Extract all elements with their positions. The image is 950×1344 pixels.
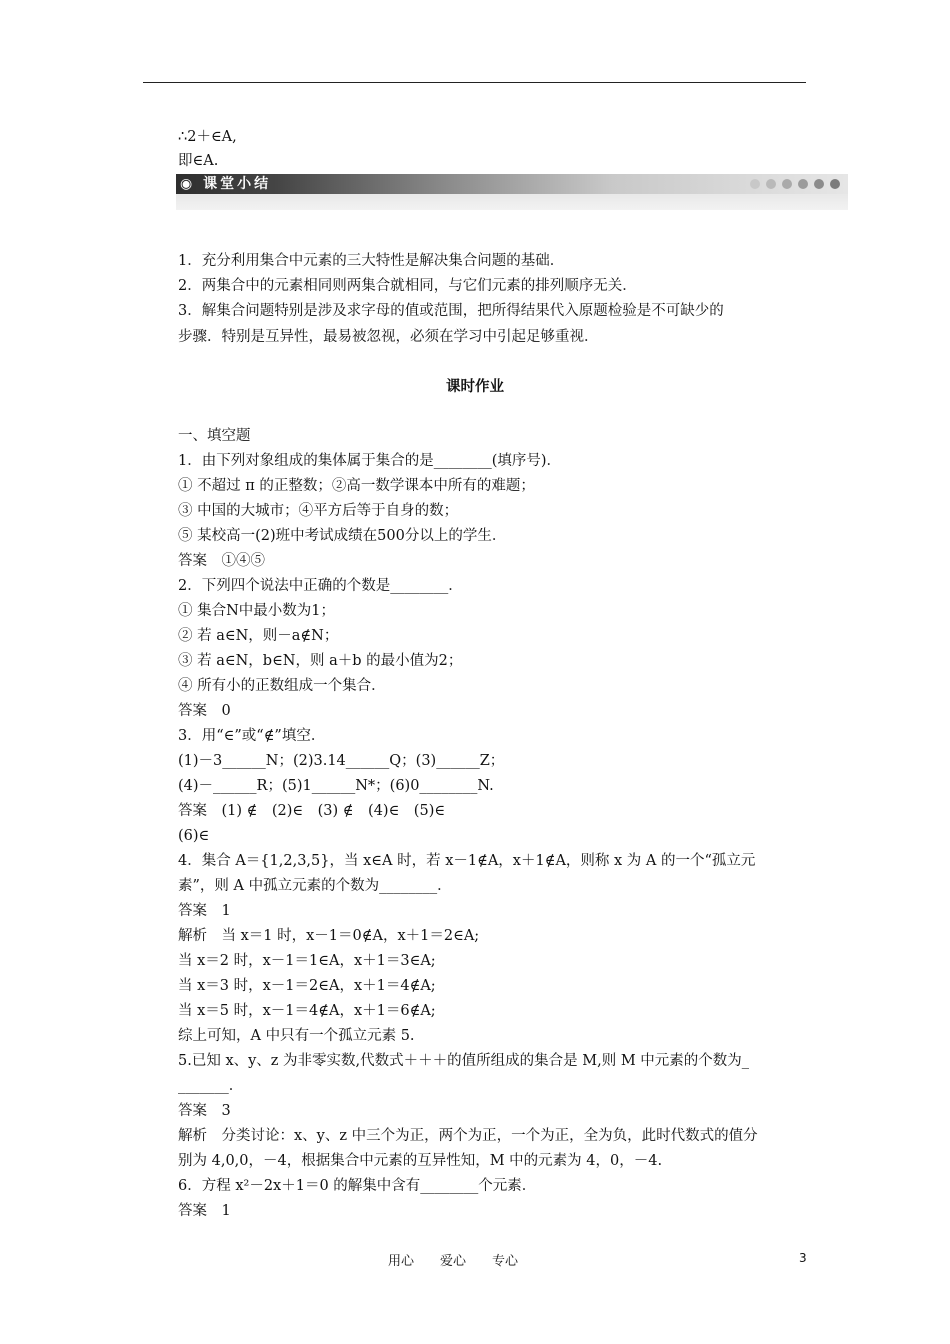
homework-line: 5.已知 x、y、z 为非零实数,代数式＋＋＋的值所组成的集合是 M,则 M 中元素的个数为_ — [178, 1053, 750, 1069]
homework-line: 答案 0 — [178, 703, 231, 719]
banner-strip — [176, 174, 848, 194]
homework-line: 当 x＝3 时，x－1＝2∈A，x＋1＝4∉A; — [178, 978, 436, 994]
summary-line: 步骤．特别是互异性，最易被忽视，必须在学习中引起足够重视． — [178, 329, 599, 345]
homework-line: 解析 当 x＝1 时，x－1＝0∉A，x＋1＝2∈A; — [178, 928, 480, 944]
summary-line: 2．两集合中的元素相同则两集合就相同，与它们元素的排列顺序无关． — [178, 278, 637, 294]
decor-dot-icon — [814, 179, 824, 189]
decor-dot-icon — [830, 179, 840, 189]
summary-line: 1．充分利用集合中元素的三大特性是解决集合问题的基础． — [178, 253, 565, 269]
decor-dot-icon — [750, 179, 760, 189]
homework-line: 1．由下列对象组成的集体属于集合的是________(填序号)． — [178, 453, 562, 469]
homework-line: ① 不超过 π 的正整数；②高一数学课本中所有的难题； — [178, 478, 535, 494]
homework-line: 4．集合 A＝{1,2,3,5}，当 x∈A 时，若 x－1∉A，x＋1∉A，则称 x 为 A 的一个“孤立元 — [178, 853, 756, 869]
text-line: 即∈A. — [178, 153, 219, 169]
footer-motto: 用心 爱心 专心 — [388, 1254, 519, 1269]
page-number: 3 — [799, 1251, 807, 1265]
homework-title: 课时作业 — [446, 379, 504, 395]
homework-line: (4)－______R；(5)1______N*；(6)0________N. — [178, 778, 494, 794]
text-line: ∴2＋∈A, — [178, 129, 237, 145]
decor-dot-icon — [798, 179, 808, 189]
homework-line: 答案 ①④⑤ — [178, 553, 265, 569]
homework-line: 答案 3 — [178, 1103, 231, 1119]
homework-line: 6．方程 x²－2x＋1＝0 的解集中含有________个元素． — [178, 1178, 537, 1194]
homework-line: 别为 4,0,0，－4，根据集合中元素的互异性知，M 中的元素为 4，0，－4. — [178, 1153, 663, 1169]
homework-line: ② 若 a∈N，则－a∉N； — [178, 628, 339, 644]
decor-dot-icon — [782, 179, 792, 189]
homework-line: ③ 若 a∈N，b∈N，则 a＋b 的最小值为2； — [178, 653, 463, 669]
homework-line: 素”，则 A 中孤立元素的个数为________． — [178, 878, 452, 894]
homework-line: 答案 1 — [178, 903, 231, 919]
homework-line: ③ 中国的大城市；④平方后等于自身的数； — [178, 503, 459, 519]
homework-line: 3．用“∈”或“∉”填空． — [178, 728, 326, 744]
homework-line: 当 x＝2 时，x－1＝1∈A，x＋1＝3∈A; — [178, 953, 436, 969]
summary-line: 3．解集合问题特别是涉及求字母的值或范围，把所得结果代入原题检验是不可缺少的 — [178, 303, 724, 319]
homework-line: 综上可知，A 中只有一个孤立元素 5. — [178, 1028, 415, 1044]
homework-line: ④ 所有小的正数组成一个集合． — [178, 678, 386, 694]
decor-dot-icon — [766, 179, 776, 189]
section-banner — [176, 174, 848, 210]
banner-dots — [750, 179, 840, 189]
homework-line: 当 x＝5 时，x－1＝4∉A，x＋1＝6∉A; — [178, 1003, 436, 1019]
homework-line: ⑤ 某校高一(2)班中考试成绩在500分以上的学生． — [178, 528, 507, 544]
header-rule — [143, 82, 806, 83]
homework-line: (1)－3______N；(2)3.14______Q；(3)______Z； — [178, 753, 505, 769]
homework-line: 一、填空题 — [178, 428, 251, 444]
homework-line: 答案 (1) ∉ (2)∈ (3) ∉ (4)∈ (5)∈ — [178, 803, 446, 819]
homework-line: 2．下列四个说法中正确的个数是________． — [178, 578, 463, 594]
banner-title: ◉ 课堂小结 — [180, 176, 272, 192]
homework-line: ① 集合N中最小数为1； — [178, 603, 336, 619]
homework-line: 答案 1 — [178, 1203, 231, 1219]
homework-line: _______． — [178, 1078, 244, 1094]
homework-line: 解析 分类讨论：x、y、z 中三个为正，两个为正，一个为正，全为负，此时代数式的值分 — [178, 1128, 758, 1144]
homework-line: (6)∈ — [178, 828, 210, 844]
